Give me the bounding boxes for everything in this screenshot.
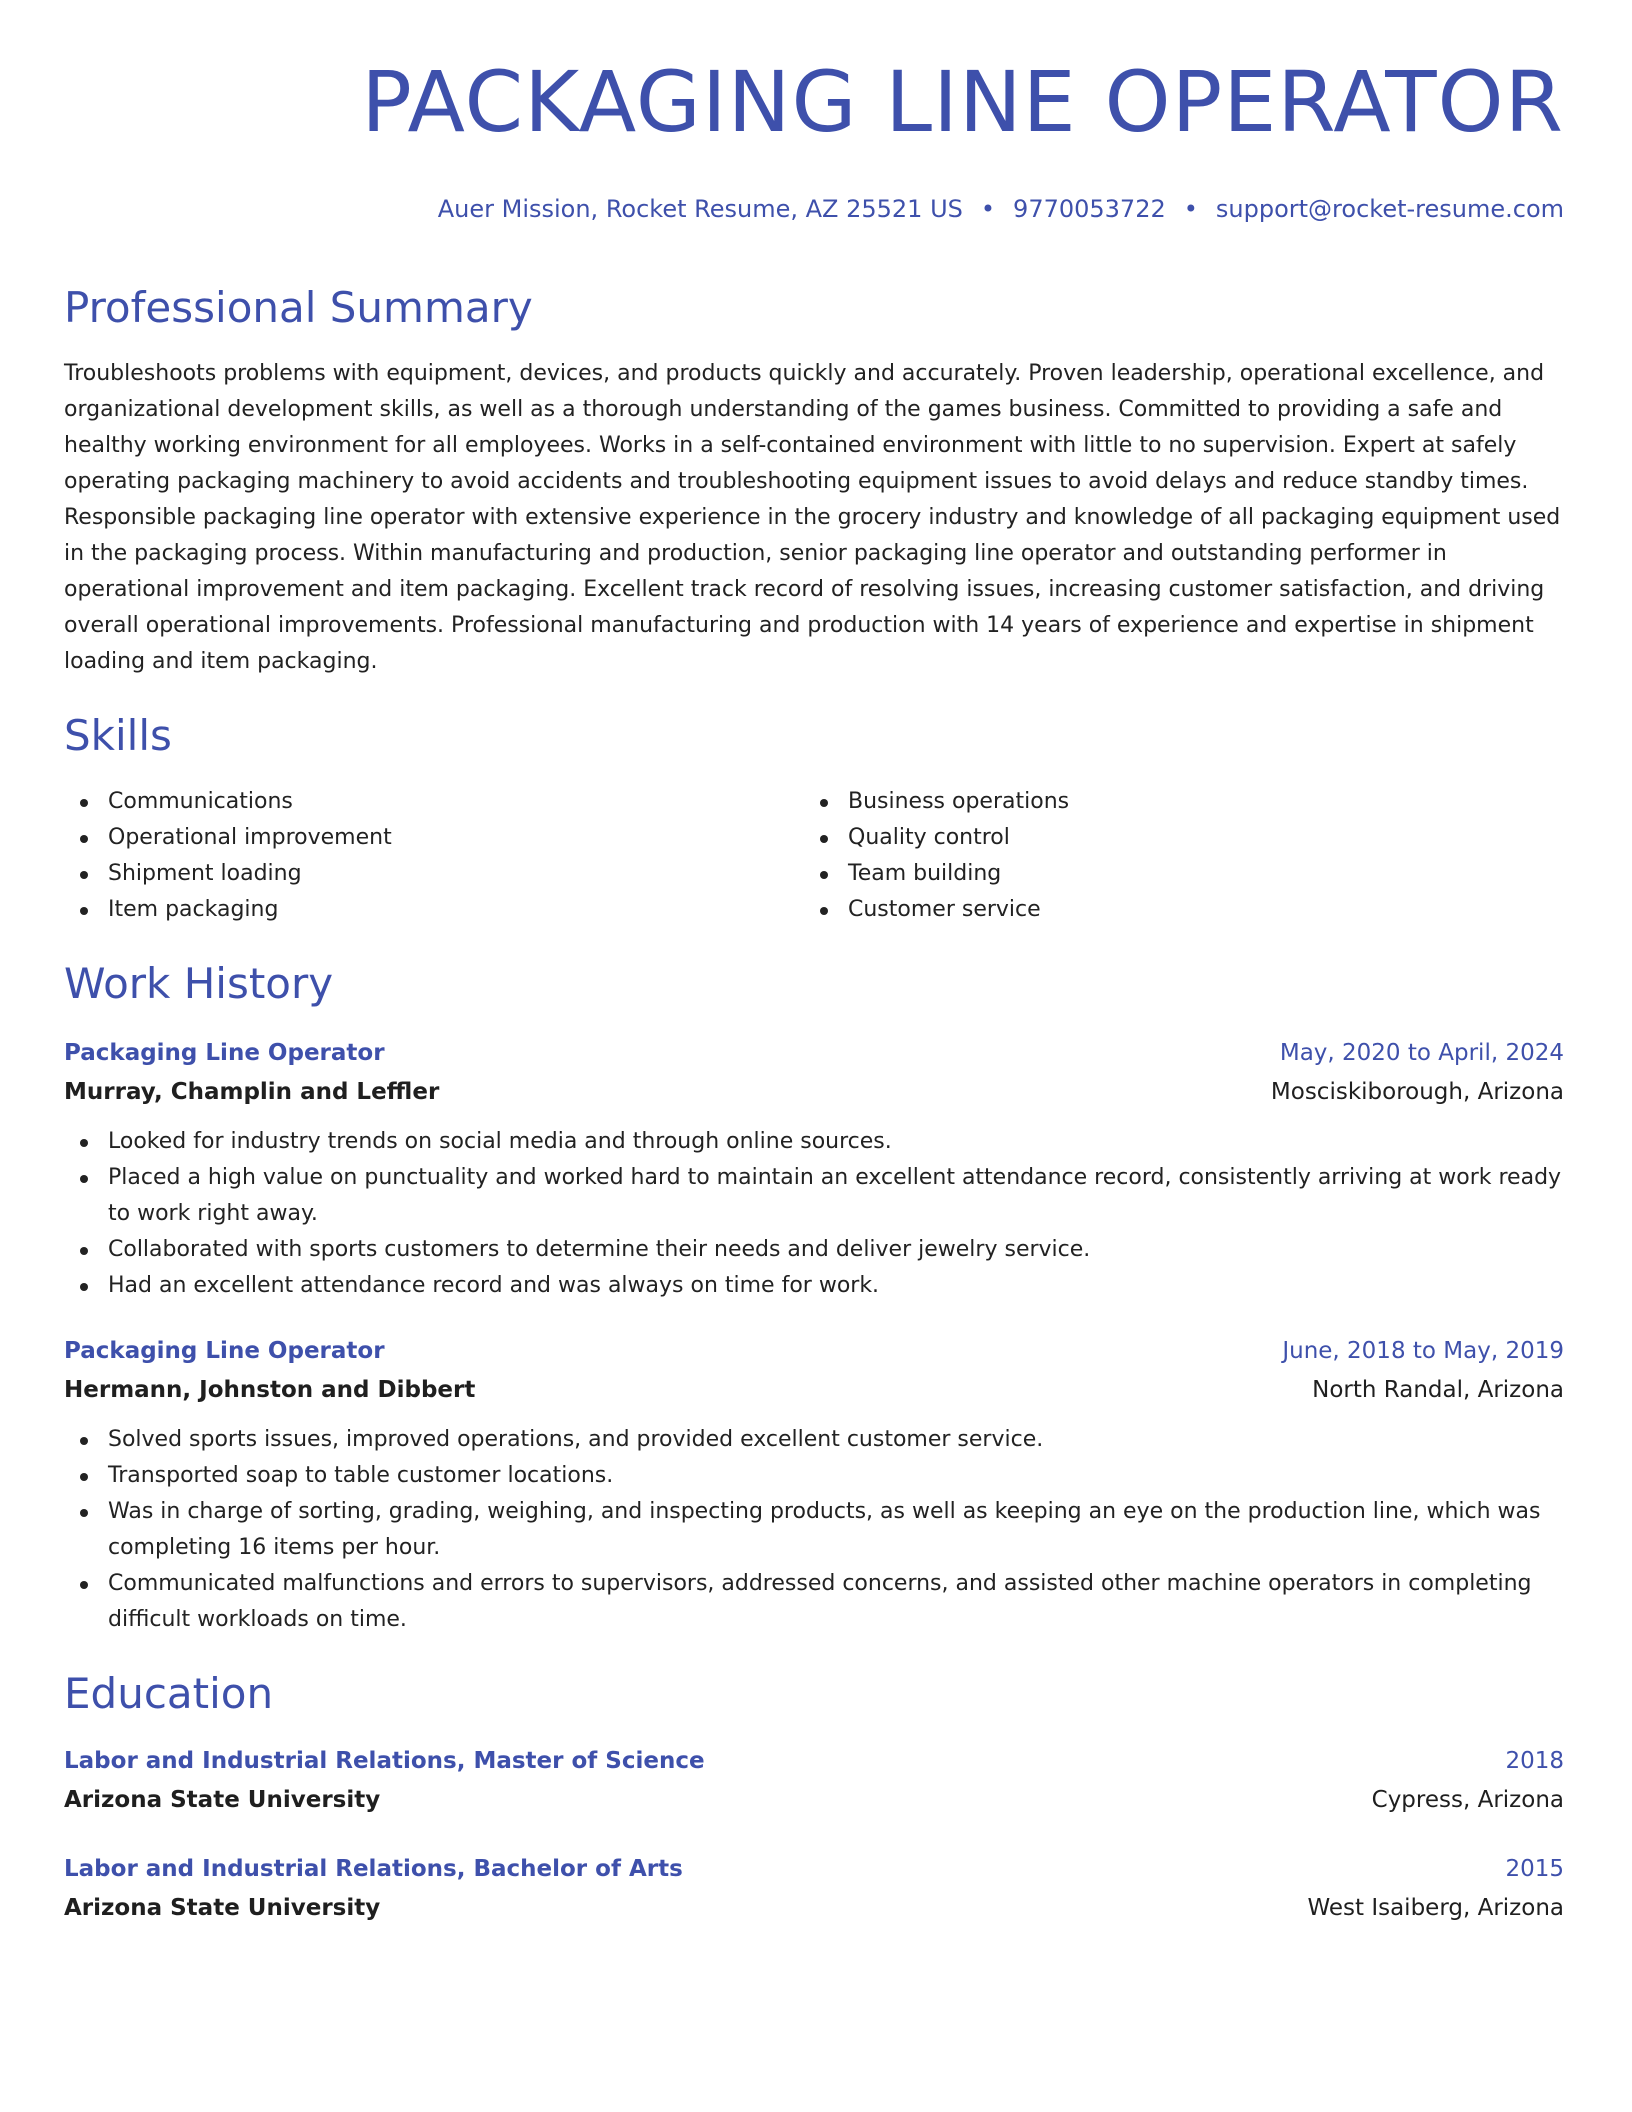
job-bullet: Communicated malfunctions and errors to supervisors, addressed concerns, and assisted other machine operators in completing difficult workloads on time. (64, 1566, 1564, 1638)
job-company: Murray, Champlin and Leffler (64, 1079, 440, 1105)
education-school: Arizona State University (64, 1895, 381, 1921)
job-title-heading: PACKAGING LINE OPERATOR (361, 53, 1564, 151)
contact-separator: • (980, 195, 996, 223)
education-entry (64, 1850, 1564, 1928)
job-header (64, 1332, 1564, 1370)
contact-separator: • (1183, 195, 1198, 223)
work-history-section (64, 958, 1564, 1638)
education-header (64, 1850, 1564, 1888)
work-history-heading: Work History (64, 959, 334, 1008)
job-bullet: Placed a high value on punctuality and worked hard to maintain an excellent attendance record, consistently arriving at work ready to work right away. (64, 1160, 1564, 1232)
education-subheader (64, 1780, 1564, 1820)
skill-item: Communications (64, 784, 804, 820)
job-role: Packaging Line Operator (64, 1040, 385, 1066)
job-bullet: Had an excellent attendance record and was always on time for work. (64, 1268, 1564, 1304)
job-subheader (64, 1072, 1564, 1112)
job-bullets (64, 1422, 1564, 1638)
job-bullet: Collaborated with sports customers to determine their needs and deliver jewelry service. (64, 1232, 1564, 1268)
skills-columns (64, 784, 1564, 928)
education-entry (64, 1742, 1564, 1820)
education-heading: Education (64, 1669, 274, 1718)
skills-list-right (804, 784, 1544, 928)
skill-item: Shipment loading (64, 856, 804, 892)
skills-list-left (64, 784, 804, 928)
education-location: West Isaiberg, Arizona (1307, 1895, 1564, 1921)
education-year: 2015 (1505, 1856, 1564, 1882)
summary-section (64, 282, 1564, 680)
job-company: Hermann, Johnston and Dibbert (64, 1377, 476, 1403)
skills-heading: Skills (64, 711, 172, 760)
job-location: Mosciskiborough, Arizona (1270, 1079, 1564, 1105)
summary-heading: Professional Summary (64, 283, 533, 332)
skill-item: Team building (804, 856, 1544, 892)
job-bullet: Looked for industry trends on social media and through online sources. (64, 1124, 1564, 1160)
contact-line (64, 194, 1564, 224)
skill-item: Operational improvement (64, 820, 804, 856)
resume-page (64, 0, 1564, 1928)
job-bullet: Was in charge of sorting, grading, weighing, and inspecting products, as well as keeping an eye on the production line, which was completing 16 items per hour. (64, 1494, 1564, 1566)
education-subheader (64, 1888, 1564, 1928)
job-dates: May, 2020 to April, 2024 (1279, 1040, 1564, 1066)
contact-phone: 9770053722 (1013, 195, 1166, 223)
job-dates: June, 2018 to May, 2019 (1282, 1338, 1564, 1364)
contact-address: Auer Mission, Rocket Resume, AZ 25521 US (437, 195, 963, 223)
job-location: North Randal, Arizona (1312, 1377, 1564, 1403)
job-bullet: Transported soap to table customer locations. (64, 1458, 1564, 1494)
education-location: Cypress, Arizona (1371, 1787, 1564, 1813)
education-year: 2018 (1505, 1748, 1564, 1774)
skill-item: Business operations (804, 784, 1544, 820)
job-role: Packaging Line Operator (64, 1338, 385, 1364)
job-bullets (64, 1124, 1564, 1304)
education-section (64, 1668, 1564, 1928)
job-subheader (64, 1370, 1564, 1410)
skill-item: Item packaging (64, 892, 804, 928)
skill-item: Quality control (804, 820, 1544, 856)
contact-email: support@rocket-resume.com (1215, 195, 1564, 223)
job-entry (64, 1034, 1564, 1304)
job-entry (64, 1332, 1564, 1638)
skills-section (64, 710, 1564, 928)
education-school: Arizona State University (64, 1787, 381, 1813)
job-header (64, 1034, 1564, 1072)
job-bullet: Solved sports issues, improved operations, and provided excellent customer service. (64, 1422, 1564, 1458)
education-header (64, 1742, 1564, 1780)
resume-header (64, 0, 1564, 224)
skill-item: Customer service (804, 892, 1544, 928)
education-degree: Labor and Industrial Relations, Bachelor of Arts (64, 1856, 683, 1882)
education-degree: Labor and Industrial Relations, Master of Science (64, 1748, 705, 1774)
summary-text: Troubleshoots problems with equipment, devices, and products quickly and accurately. Proven leadership, operational excellence, and organizational development skills, as well as a thorough understanding of the games business. Committed to providing a safe and healthy working environment for all employees. Works in a self-contained environment with little to no supervision. Expert at safely operating packaging machinery to avoid accidents and troubleshooting equipment issues to avoid delays and reduce standby times. Responsible packaging line operator with extensive experience in the grocery industry and knowledge of all packaging equipment used in the packaging process. Within manufacturing and production, senior packaging line operator and outstanding performer in operational improvement and item packaging. Excellent track record of resolving issues, increasing customer satisfaction, and driving overall operational improvements. Professional manufacturing and production with 14 years of experience and expertise in shipment loading and item packaging. (64, 361, 1561, 674)
